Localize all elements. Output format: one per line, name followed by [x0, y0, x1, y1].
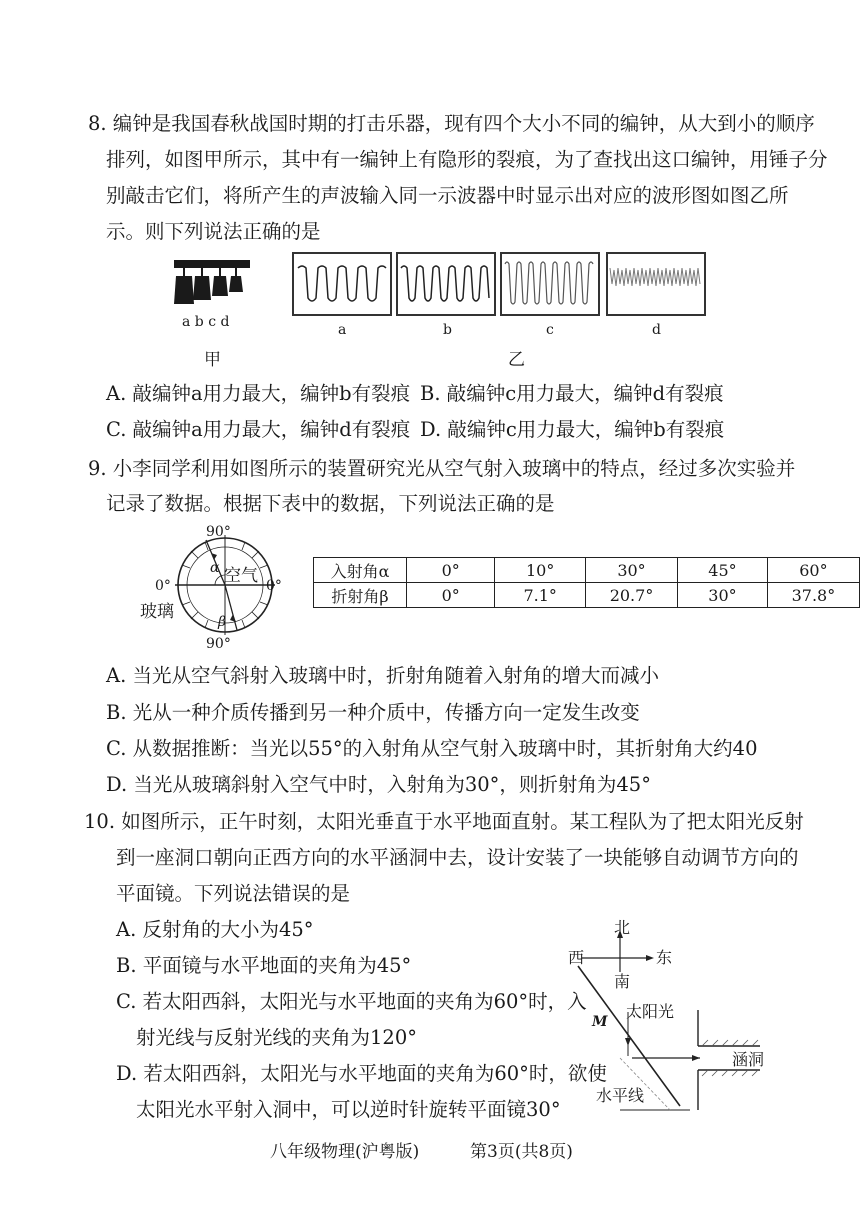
q8-line-4: 示。则下列说法正确的是 [106, 220, 321, 243]
q10-option-d-line-2: 太阳光水平射入洞中，可以逆时针旋转平面镜30° [136, 1098, 561, 1121]
q9-option-b: B. 光从一种介质传播到另一种介质中，传播方向一定发生改变 [106, 701, 640, 724]
protractor-right-0: 0° [266, 578, 282, 594]
q8-line-1: 8. 编钟是我国春秋战国时期的打击乐器，现有四个大小不同的编钟，从大到小的顺序 [88, 112, 815, 135]
waveform-b [396, 252, 496, 316]
sunlight-label: 太阳光 [626, 1002, 675, 1021]
waveform-c [500, 252, 600, 316]
refraction-cell: 30° [678, 583, 768, 608]
table-row-refraction [314, 583, 860, 608]
culvert-label: 涵洞 [732, 1050, 765, 1069]
q9-option-c: C. 从数据推断：当光以55°的入射角从空气射入玻璃中时，其折射角大约40 [106, 737, 758, 760]
q9-option-a: A. 当光从空气斜射入玻璃中时，折射角随着入射角的增大而减小 [106, 664, 659, 687]
q8-line-3: 别敲击它们，将所产生的声波输入同一示波器中时显示出对应的波形图如图乙所 [106, 184, 789, 207]
table-row-incident [314, 558, 860, 583]
refraction-cell: 37.8° [767, 583, 859, 608]
q8-option-b: B. 敲编钟c用力最大，编钟d有裂痕 [420, 382, 724, 405]
q10-line-1: 10. 如图所示，正午时刻，太阳光垂直于水平地面直射。某工程队为了把太阳光反射 [84, 810, 804, 833]
refraction-data-table [313, 557, 860, 608]
fig-yi-label: 乙 [508, 350, 525, 370]
alpha-label: α [210, 560, 220, 576]
q10-option-c-line-2: 射光线与反射光线的夹角为120° [136, 1026, 417, 1049]
footer-subject: 八年级物理(沪粤版) [270, 1142, 420, 1162]
q10-line-2: 到一座洞口朝向正西方向的水平涵洞中去，设计安装了一块能够自动调节方向的 [116, 846, 799, 869]
q9-option-d: D. 当光从玻璃斜射入空气中时，入射角为30°，则折射角为45° [106, 773, 651, 796]
q10-option-b: B. 平面镜与水平地面的夹角为45° [116, 954, 412, 977]
wave-label-c: c [546, 322, 554, 338]
refraction-cell: 0° [407, 583, 495, 608]
horizontal-line-label: 水平线 [596, 1086, 645, 1105]
q8-line-2: 排列，如图甲所示，其中有一编钟上有隐形的裂痕，为了查找出这口编钟，用锤子分 [106, 148, 828, 171]
compass-east: 东 [656, 948, 673, 967]
glass-label: 玻璃 [140, 602, 174, 622]
beta-label: β [218, 614, 227, 630]
waveform-d [606, 252, 706, 316]
bell-labels: a b c d [182, 314, 230, 330]
mirror-label: M [592, 1014, 608, 1030]
incident-cell: 30° [585, 558, 677, 583]
protractor-bottom-90: 90° [206, 636, 231, 652]
wave-label-b: b [443, 322, 452, 338]
bell-rack-figure [172, 258, 252, 310]
compass-west: 西 [568, 948, 585, 967]
incident-angle-header: 入射角α [314, 558, 407, 583]
fig-jia-label: 甲 [204, 350, 221, 370]
q10-option-a: A. 反射角的大小为45° [116, 918, 314, 941]
incident-cell: 60° [767, 558, 859, 583]
q8-option-d: D. 敲编钟c用力最大，编钟b有裂痕 [420, 418, 725, 441]
q10-option-d-line-1: D. 若太阳西斜，太阳光与水平地面的夹角为60°时，欲使 [116, 1062, 607, 1085]
footer-page-number: 第3页(共8页) [470, 1142, 573, 1162]
refraction-cell: 7.1° [495, 583, 586, 608]
q8-option-c: C. 敲编钟a用力最大，编钟d有裂痕 [106, 418, 411, 441]
protractor-left-0: 0° [155, 578, 171, 594]
waveform-a [292, 252, 392, 316]
compass-south: 南 [614, 972, 631, 991]
protractor-top-90: 90° [206, 524, 231, 540]
refraction-cell: 20.7° [585, 583, 677, 608]
refraction-angle-header: 折射角β [314, 583, 407, 608]
incident-cell: 10° [495, 558, 586, 583]
incident-cell: 0° [407, 558, 495, 583]
compass-north: 北 [614, 918, 631, 937]
q9-line-2: 记录了数据。根据下表中的数据，下列说法正确的是 [106, 492, 555, 515]
wave-label-a: a [338, 322, 347, 338]
q9-line-1: 9. 小李同学利用如图所示的装置研究光从空气射入玻璃中的特点，经过多次实验并 [88, 457, 796, 480]
q10-line-3: 平面镜。下列说法错误的是 [116, 882, 351, 905]
incident-cell: 45° [678, 558, 768, 583]
air-label: 空气 [224, 566, 258, 586]
q8-option-a: A. 敲编钟a用力最大，编钟b有裂痕 [106, 382, 411, 405]
wave-label-d: d [652, 322, 661, 338]
q10-option-c-line-1: C. 若太阳西斜，太阳光与水平地面的夹角为60°时，入 [116, 990, 587, 1013]
